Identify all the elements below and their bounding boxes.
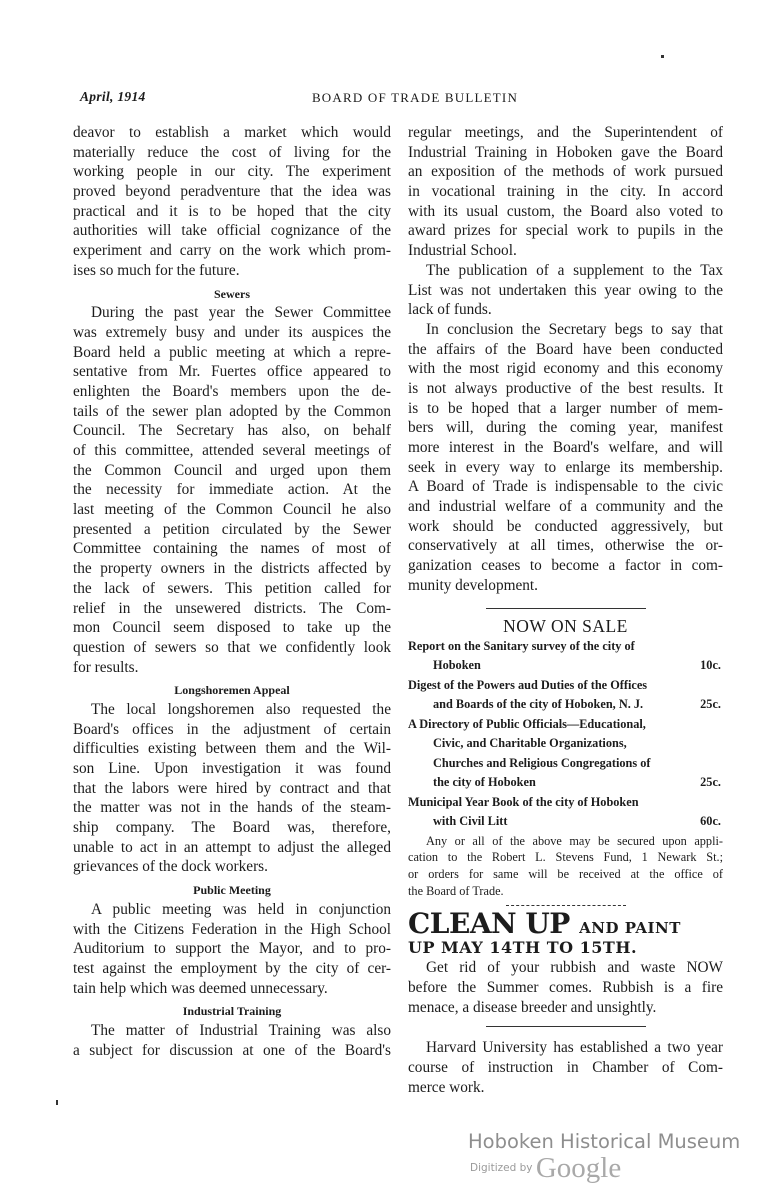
- text-line: an exposition of the methods of work pursued: [408, 163, 723, 181]
- divider: [486, 608, 646, 609]
- sale-item-text: and Boards of the city of Hoboken, N. J.: [433, 697, 644, 711]
- text-line: the property owners in the districts affected by: [73, 560, 391, 578]
- text-line: ises so much for the future.: [73, 261, 240, 279]
- text-line: A Board of Trade is indispensable to the civic: [408, 478, 723, 496]
- text-line: A public meeting was held in conjunction: [91, 900, 391, 918]
- text-line: Council. The Secretary has also, on behalf: [73, 422, 391, 440]
- text-line: proved beyond peradventure that the idea was: [73, 183, 391, 201]
- text-line: question of sewers so that we confidently look: [73, 638, 391, 656]
- text-line: practical and it is to be hoped that the city: [73, 202, 391, 220]
- google-logo: Google: [535, 1152, 622, 1184]
- clean-up-line: Get rid of your rubbish and waste NOW: [426, 959, 723, 977]
- paragraph: [73, 1021, 391, 1060]
- sale-item-price: 25c.: [700, 775, 721, 789]
- harvard-line: merce work.: [408, 1078, 485, 1096]
- sale-item-price: 25c.: [700, 697, 721, 711]
- text-line: and industrial welfare of a community and the: [408, 498, 723, 516]
- text-line: materially reduce the cost of living for the: [73, 143, 391, 161]
- text-line: a subject for discussion at one of the Board's: [73, 1041, 391, 1059]
- sale-note-line: cation to the Robert L. Stevens Fund, 1 Newark St.;: [408, 850, 723, 865]
- text-line: son Line. Upon investigation it was found: [73, 760, 391, 777]
- left-column: [73, 123, 391, 1060]
- issue-date: April, 1914: [80, 89, 146, 104]
- text-line: the matter was not in the hands of the steam-: [73, 799, 391, 817]
- sale-item-text: Report on the Sanitary survey of the city of: [408, 638, 635, 653]
- text-line: sentative from Mr. Fuertes office appeared to: [73, 363, 391, 381]
- text-line: enlighten the Board's members upon the de-: [73, 382, 391, 400]
- text-line: munity development.: [408, 576, 539, 594]
- text-line: in vocational training in the city. In accord: [408, 183, 723, 201]
- clean-up-headline: [408, 907, 723, 941]
- text-line: List was not undertaken this year owing to the: [408, 281, 723, 299]
- text-line: tails of the sewer plan adopted by the Common: [73, 402, 391, 420]
- text-line: the necessity for immediate action. At the: [73, 481, 391, 499]
- text-line: test against the employment by the city of cer-: [73, 959, 391, 977]
- text-line: with the Citizens Federation in the High School: [73, 920, 391, 938]
- text-line: was extremely busy and under its auspices the: [73, 323, 391, 341]
- sale-item: [408, 715, 723, 793]
- text-line: presented a petition circulated by the Sewer: [73, 520, 391, 538]
- text-line: regular meetings, and the Superintendent of: [408, 124, 723, 141]
- text-line: lack of funds.: [408, 301, 492, 319]
- sale-item-price: 10c.: [700, 658, 721, 672]
- text-line: The publication of a supplement to the Tax: [426, 261, 723, 279]
- text-line: Board held a public meeting at which a repre-: [73, 343, 391, 361]
- clean-up-line: before the Summer comes. Rubbish is a fire: [408, 978, 723, 996]
- publication-title: BOARD OF TRADE BULLETIN: [311, 90, 519, 105]
- scan-speck: [56, 1100, 58, 1105]
- scan-speck: [661, 55, 664, 58]
- harvard-line: Harvard University has established a two year: [426, 1039, 723, 1057]
- section-heading: Public Meeting: [193, 883, 271, 898]
- watermark-digitized: [470, 1152, 621, 1185]
- sale-item-text: Digest of the Powers aud Duties of the Offices: [408, 677, 648, 692]
- text-line: tain help which was deemed unnecessary.: [73, 979, 328, 997]
- text-line: mon Council seem disposed to take up the: [73, 619, 391, 637]
- sale-item-text: Civic, and Charitable Organizations,: [433, 736, 627, 750]
- paragraph: [408, 123, 723, 261]
- text-line: that the labors were hired by contract and that: [73, 779, 391, 797]
- sale-item-price: 60c.: [700, 814, 721, 828]
- sale-item-text: the city of Hoboken: [433, 775, 536, 789]
- text-line: Industrial School.: [408, 242, 517, 260]
- paragraph: [408, 320, 723, 596]
- paragraph: [73, 123, 391, 281]
- sale-item: [408, 793, 723, 832]
- text-line: deavor to establish a market which would: [73, 124, 391, 141]
- text-line: award prizes for special work to pupils in the: [408, 222, 723, 240]
- paragraph: [73, 900, 391, 998]
- harvard-notice: [408, 1038, 723, 1097]
- text-line: conservatively at all times, otherwise the or-: [408, 537, 723, 555]
- text-line: authorities will take official cognizance of the: [73, 222, 391, 240]
- text-line: In conclusion the Secretary begs to say that: [426, 320, 723, 338]
- text-line: with the most rigid economy and this economy: [408, 360, 723, 378]
- right-column-paragraphs: [408, 123, 723, 596]
- text-line: with its usual custom, the Board also voted to: [408, 202, 723, 220]
- sale-item: [408, 676, 723, 715]
- text-line: bers will, during the coming year, manifest: [408, 419, 723, 437]
- clean-up-text: [408, 958, 723, 1017]
- text-line: ganization ceases to become a factor in com-: [408, 557, 723, 575]
- sale-item-text: A Directory of Public Officials—Educational,: [408, 716, 646, 731]
- text-line: more interest in the Board's welfare, and will: [408, 439, 723, 456]
- sale-note: [408, 833, 723, 900]
- watermark-museum: Hoboken Historical Museum: [468, 1130, 741, 1153]
- text-line: The matter of Industrial Training was also: [91, 1021, 391, 1039]
- clean-up-small: AND PAINT: [579, 919, 681, 938]
- now-on-sale-heading: NOW ON SALE: [503, 615, 628, 636]
- clean-up-dates: UP MAY 14TH TO 15TH.: [408, 938, 638, 958]
- harvard-line: course of instruction in Chamber of Com-: [408, 1059, 723, 1076]
- text-line: last meeting of the Common Council he also: [73, 501, 391, 519]
- sale-note-line: the Board of Trade.: [408, 883, 504, 898]
- sale-items-list: [408, 637, 723, 832]
- text-line: working people in our city. The experiment: [73, 163, 391, 181]
- text-line: relief in the unsewered districts. The Com-: [73, 599, 391, 617]
- text-line: seek in every way to enlarge its membership.: [408, 458, 723, 476]
- paragraph: [73, 700, 391, 877]
- text-line: Industrial Training in Hoboken gave the Board: [408, 143, 723, 161]
- text-line: The local longshoremen also requested the: [91, 700, 391, 718]
- text-line: Committee containing the names of most of: [73, 540, 391, 558]
- section-heading: Industrial Training: [182, 1004, 282, 1019]
- text-line: the affairs of the Board have been conducted: [408, 340, 723, 358]
- text-line: work should be conducted aggressively, but: [408, 517, 723, 535]
- clean-up-big: CLEAN UP: [408, 907, 570, 941]
- text-line: Auditorium to support the Mayor, and to pro-: [73, 940, 391, 958]
- paragraph: [408, 261, 723, 320]
- text-line: is not always productive of the best results. It: [408, 379, 723, 397]
- text-line: experiment and carry on the work which prom-: [73, 242, 391, 260]
- digitized-by-label: Digitized by: [470, 1162, 533, 1174]
- text-line: of this committee, attended several meetings of: [73, 442, 391, 459]
- sale-item-text: Hoboken: [433, 658, 481, 672]
- text-line: grievances of the dock workers.: [73, 858, 268, 876]
- text-line: Board's offices in the adjustment of certain: [73, 720, 391, 738]
- text-line: for results.: [73, 658, 139, 676]
- sale-item-text: Municipal Year Book of the city of Hoboken: [408, 794, 639, 809]
- text-line: unable to act in an attempt to adjust the alleged: [73, 838, 391, 856]
- text-line: ship company. The Board was, therefore,: [73, 819, 391, 837]
- text-line: the Common Council and urged upon them: [73, 461, 391, 479]
- sale-item-text: Churches and Religious Congregations of: [433, 755, 651, 770]
- sale-item: [408, 637, 723, 676]
- clean-up-line: menace, a disease breeder and unsightly.: [408, 998, 657, 1016]
- sale-item-text: with Civil Litt: [433, 814, 508, 828]
- text-line: is to be hoped that a larger number of mem-: [408, 399, 723, 417]
- divider: [506, 905, 626, 906]
- section-heading: Longshoremen Appeal: [174, 683, 290, 698]
- text-line: the lack of sewers. This petition called for: [73, 579, 391, 597]
- text-line: difficulties existing between them and the Wil-: [73, 740, 391, 758]
- text-line: During the past year the Sewer Committee: [91, 304, 391, 322]
- section-heading: Sewers: [214, 286, 250, 301]
- divider: [486, 1026, 646, 1027]
- sale-note-line: Any or all of the above may be secured upon appli-: [426, 833, 723, 848]
- right-column: [408, 123, 723, 1097]
- sale-note-line: or orders for same will be received at the office of: [408, 866, 723, 881]
- paragraph: [73, 303, 391, 677]
